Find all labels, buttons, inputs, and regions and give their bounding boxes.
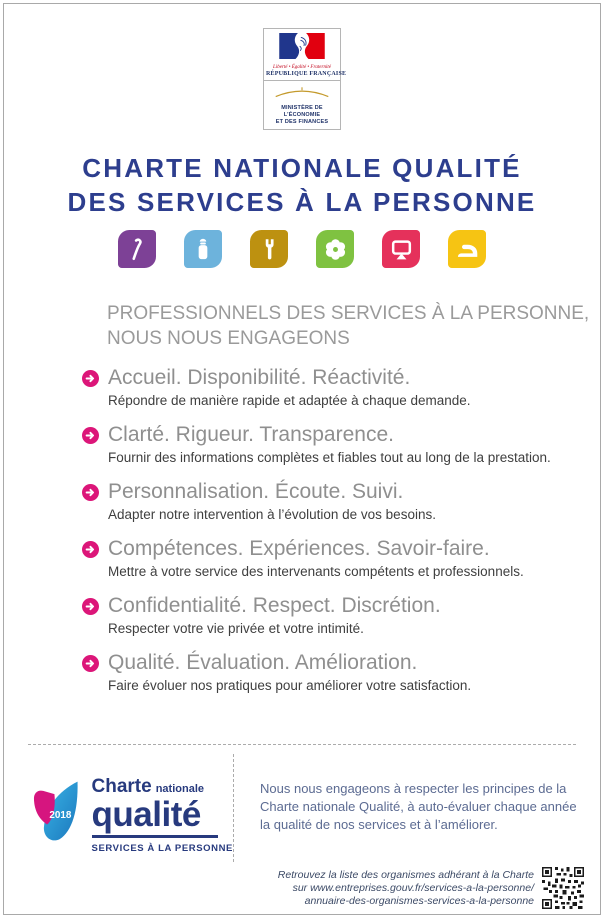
flower-icon <box>316 230 354 268</box>
ministry-line1: MINISTÈRE DE L’ÉCONOMIE <box>281 105 323 118</box>
iron-icon <box>448 230 486 268</box>
republic-name: RÉPUBLIQUE FRANÇAISE <box>266 71 347 77</box>
page-title <box>4 151 600 219</box>
baby-bottle-icon <box>184 230 222 268</box>
commitment-subtitle: Respecter votre vie privée et votre intimité. <box>108 621 364 636</box>
commitment-subtitle: Mettre à votre service des intervenants compétents et professionnels. <box>108 564 524 579</box>
footer-line2: sur www.entreprises.gouv.fr/services-a-la-personne/ <box>292 881 534 894</box>
list-item <box>82 594 600 637</box>
horizontal-dashed-divider <box>28 744 576 745</box>
intro-line1: PROFESSIONNELS DES SERVICES À LA PERSONNE, <box>107 303 590 324</box>
ministry-logo <box>263 80 341 130</box>
page-frame <box>3 3 601 915</box>
commitment-title: Clarté. Rigueur. Transparence. <box>108 423 394 446</box>
qr-code <box>542 867 584 909</box>
arrow-bullet-icon <box>82 655 99 672</box>
brand-word-charte: Charte <box>91 776 152 797</box>
brand-word-nationale: nationale <box>155 783 204 795</box>
footer-line3: annuaire-des-organismes-services-a-la-personne <box>304 894 534 907</box>
brand-word-qualite: qualité <box>91 795 201 834</box>
republic-motto: Liberté • Égalité • Fraternité <box>273 65 331 70</box>
charte-qualite-logo <box>4 754 233 862</box>
commitment-title: Accueil. Disponibilité. Réactivité. <box>108 366 411 389</box>
wrench-icon <box>250 230 288 268</box>
arrow-bullet-icon <box>82 598 99 615</box>
footer-line1: Retrouvez la liste des organismes adhérant à la Charte <box>277 868 534 881</box>
commitment-subtitle: Adapter notre intervention à l’évolution de vos besoins. <box>108 507 436 522</box>
list-item <box>82 423 600 466</box>
commitment-title: Compétences. Expériences. Savoir-faire. <box>108 537 490 560</box>
page-title-line2: DES SERVICES À LA PERSONNE <box>67 187 537 217</box>
footer-link-text <box>278 869 534 908</box>
commitment-subtitle: Répondre de manière rapide et adaptée à chaque demande. <box>108 393 471 408</box>
intro-statement <box>107 301 600 351</box>
commitment-subtitle: Fournir des informations complètes et fiables tout au long de la prestation. <box>108 450 551 465</box>
commitment-text <box>108 651 471 694</box>
arrow-bullet-icon <box>82 541 99 558</box>
pledge-text: Nous nous engageons à respecter les principes de la Charte nationale Qualité, à auto-évaluer chaque année la qualité de nos services et à l’améliorer. <box>260 781 577 832</box>
list-item <box>82 366 600 409</box>
ministry-name <box>266 105 338 126</box>
list-item <box>82 480 600 523</box>
pledge-section <box>233 754 600 862</box>
commitment-title: Personnalisation. Écoute. Suivi. <box>108 480 404 503</box>
commitment-text <box>108 366 471 409</box>
computer-icon <box>382 230 420 268</box>
service-icon-row <box>4 230 600 268</box>
brand-text <box>92 768 233 862</box>
arrow-bullet-icon <box>82 370 99 387</box>
arrow-bullet-icon <box>82 427 99 444</box>
ministry-line2: ET DES FINANCES <box>275 119 329 125</box>
republique-francaise-logo <box>263 28 347 81</box>
list-item <box>82 537 600 580</box>
bottom-band <box>4 754 600 862</box>
french-flag-icon <box>279 33 325 59</box>
commitment-text <box>108 537 524 580</box>
commitment-list <box>82 366 600 694</box>
page-title-line1: CHARTE NATIONALE QUALITÉ <box>82 153 522 183</box>
leaf-logo-icon <box>30 768 82 856</box>
commitment-text <box>108 480 436 523</box>
commitment-text <box>108 594 441 637</box>
commitment-title: Confidentialité. Respect. Discrétion. <box>108 594 441 617</box>
government-logo <box>263 28 347 130</box>
intro-line2: NOUS NOUS ENGAGEONS <box>107 328 350 349</box>
brand-underline <box>92 835 218 838</box>
footer <box>4 862 600 909</box>
list-item <box>82 651 600 694</box>
walking-cane-icon <box>118 230 156 268</box>
commitment-subtitle: Faire évoluer nos pratiques pour améliorer votre satisfaction. <box>108 678 472 693</box>
ministry-arc-icon <box>273 85 331 99</box>
commitment-title: Qualité. Évaluation. Amélioration. <box>108 651 418 674</box>
commitment-text <box>108 423 551 466</box>
brand-subtitle: SERVICES À LA PERSONNE <box>91 842 233 854</box>
logo-year: 2018 <box>49 809 72 821</box>
arrow-bullet-icon <box>82 484 99 501</box>
